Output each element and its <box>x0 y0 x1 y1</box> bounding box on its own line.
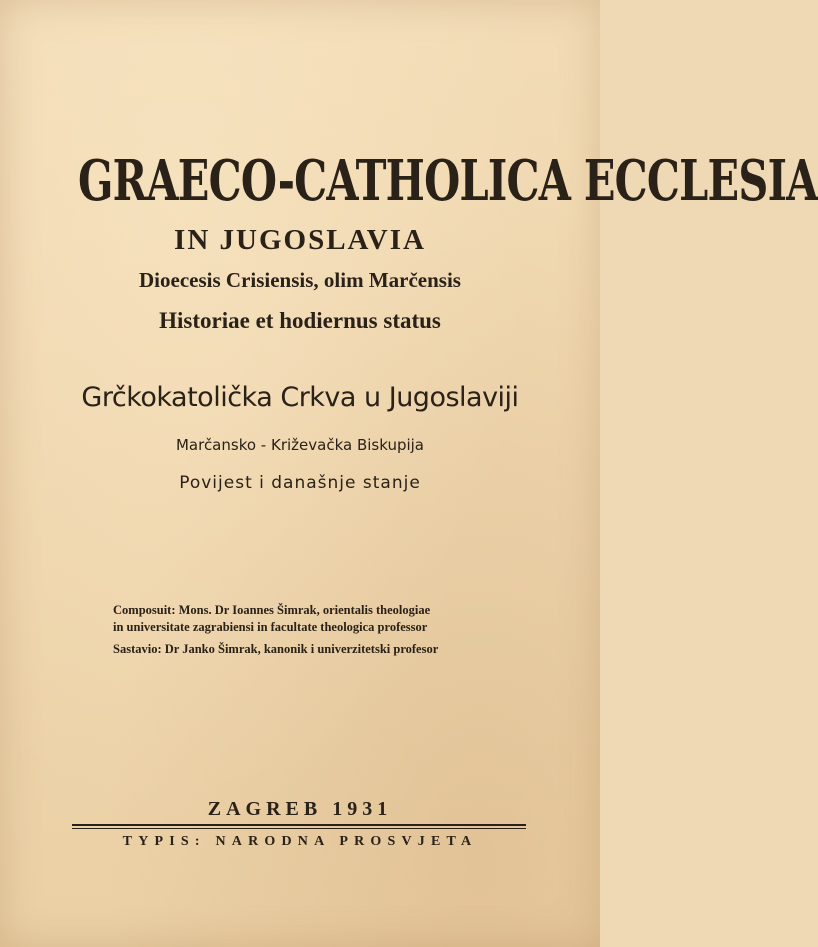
credit-latin-line2: in universitate zagrabiensi in facultate theologica professor <box>113 620 428 634</box>
printer-line: TYPIS: NARODNA PROSVJETA <box>122 834 478 849</box>
divider-rule-thin <box>72 828 526 829</box>
subtitle-status: Historiae et hodiernus status <box>159 308 441 333</box>
croatian-status: Povijest i današnje stanje <box>179 473 421 493</box>
place-year: ZAGREB 1931 <box>207 798 393 820</box>
divider-rule <box>72 824 526 826</box>
subtitle-diocese: Dioecesis Crisiensis, olim Marčensis <box>139 268 461 292</box>
croatian-title: Grčkokatolička Crkva u Jugoslaviji <box>81 382 519 413</box>
credit-latin-line1: Composuit: Mons. Dr Ioannes Šimrak, orientalis theologiae <box>113 603 431 617</box>
croatian-diocese: Marčansko - Križevačka Biskupija <box>175 436 425 454</box>
credit-croatian: Sastavio: Dr Janko Šimrak, kanonik i univerzitetski profesor <box>113 642 439 656</box>
main-title: GRAECO-CATHOLICA ECCLESIA <box>78 148 818 214</box>
credit-latin <box>113 602 533 636</box>
subtitle-country: IN JUGOSLAVIA <box>174 224 426 256</box>
